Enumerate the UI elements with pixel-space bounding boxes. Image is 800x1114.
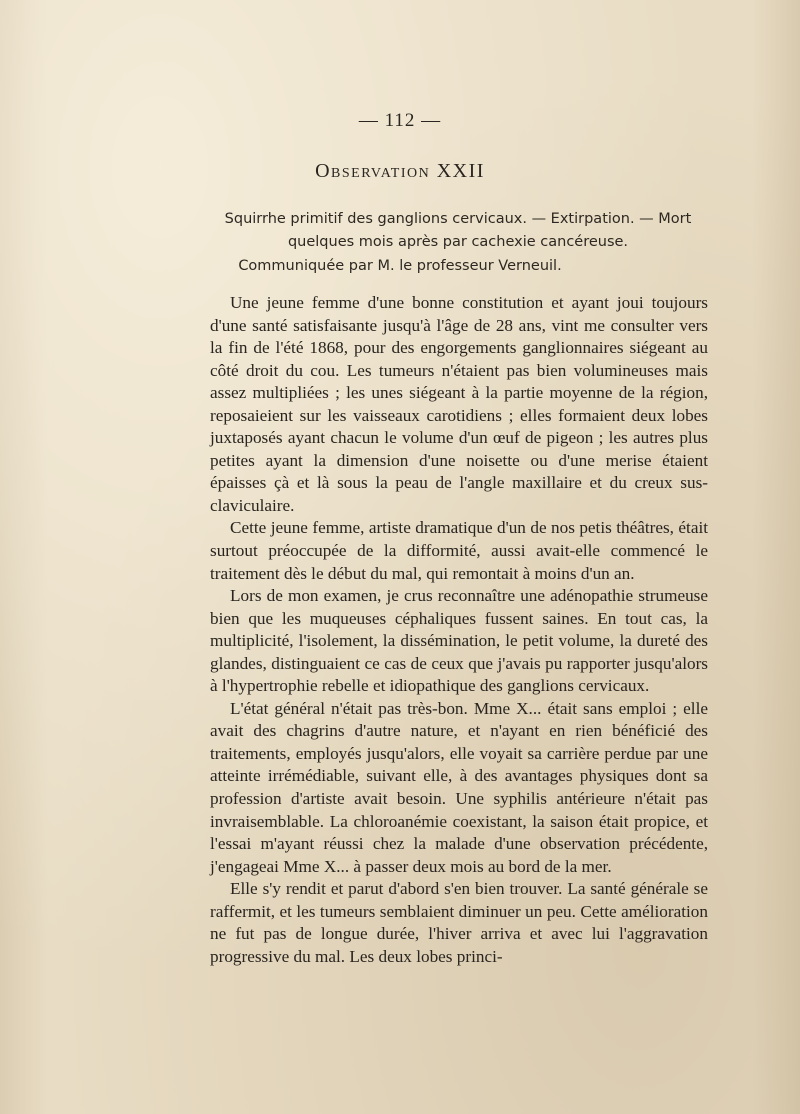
paragraph-3: Lors de mon examen, je crus reconnaître une adénopathie strumeuse bien que les muqueuses céphaliques fussent saines. En tout cas, la multiplicité, l'isolement, la dissémination, le petit volume, la dureté des glandes, distinguaient ce cas de ceux que j'avais pu rapporter jusqu'alors à l'hypertrophie rebelle et idiopathique des ganglions cervicaux. xyxy=(210,586,708,696)
paragraph-4: L'état général n'était pas très-bon. Mme X... était sans emploi ; elle avait des chagrins d'autre nature, et n'ayant en rien bénéficié des traitements, employés jusqu'alors, elle voyait sa carrière perdue par une atteinte irrémédiable, suivant elle, à des avantages physiques dont sa profession d'artiste avait besoin. Une syphilis antérieure n'était pas invraisemblable. La chloroanémie coexistant, la saison était propice, et l'essai m'ayant réussi chez la malade d'une observation précédente, j'engageai Mme X... à passer deux mois au bord de la mer. xyxy=(210,698,708,876)
paragraph-5: Elle s'y rendit et parut d'abord s'en bien trouver. La santé générale se raffermit, et les tumeurs semblaient diminuer un peu. Cette amélioration ne fut pas de longue durée, l'hiver arriva et avec lui l'aggravation progressive du mal. Les deux lobes princi- xyxy=(210,879,708,966)
page-number: — 112 — xyxy=(358,110,442,131)
paragraph-2: Cette jeune femme, artiste dramatique d'un de nos petis théâtres, était surtout préoccupée de la difformité, aussi avait-elle commencé le traitement dès le début du mal, qui remontait à moins d'un an. xyxy=(210,518,708,583)
communicated-by: Communiquée par M. le professeur Verneuil. xyxy=(238,258,562,274)
observation-title: Observation XXII xyxy=(315,160,485,182)
paragraph-1: Une jeune femme d'une bonne constitution et ayant joui toujours d'une santé satisfaisante jusqu'à l'âge de 28 ans, vint me consulter vers la fin de l'été 1868, pour des engorgements ganglionnaires siégeant au côté droit du cou. Les tumeurs n'étaient pas bien volumineuses mais assez multipliées ; les unes siégeant à la partie moyenne de la région, reposaieient sur les vaisseaux carotidiens ; elles formaient deux lobes juxtaposés ayant chacun le volume d'un œuf de pigeon ; les autres plus petites ayant la dimension d'une noisette ou d'une merise étaient épaisses çà et là sous la peau de l'angle maxillaire et du creux sus-claviculaire. xyxy=(210,293,708,515)
body-text xyxy=(210,292,708,968)
observation-summary: Squirrhe primitif des ganglions cervicaux. — Extirpation. — Mort quelques mois après par cachexie cancéreuse. xyxy=(224,211,692,250)
